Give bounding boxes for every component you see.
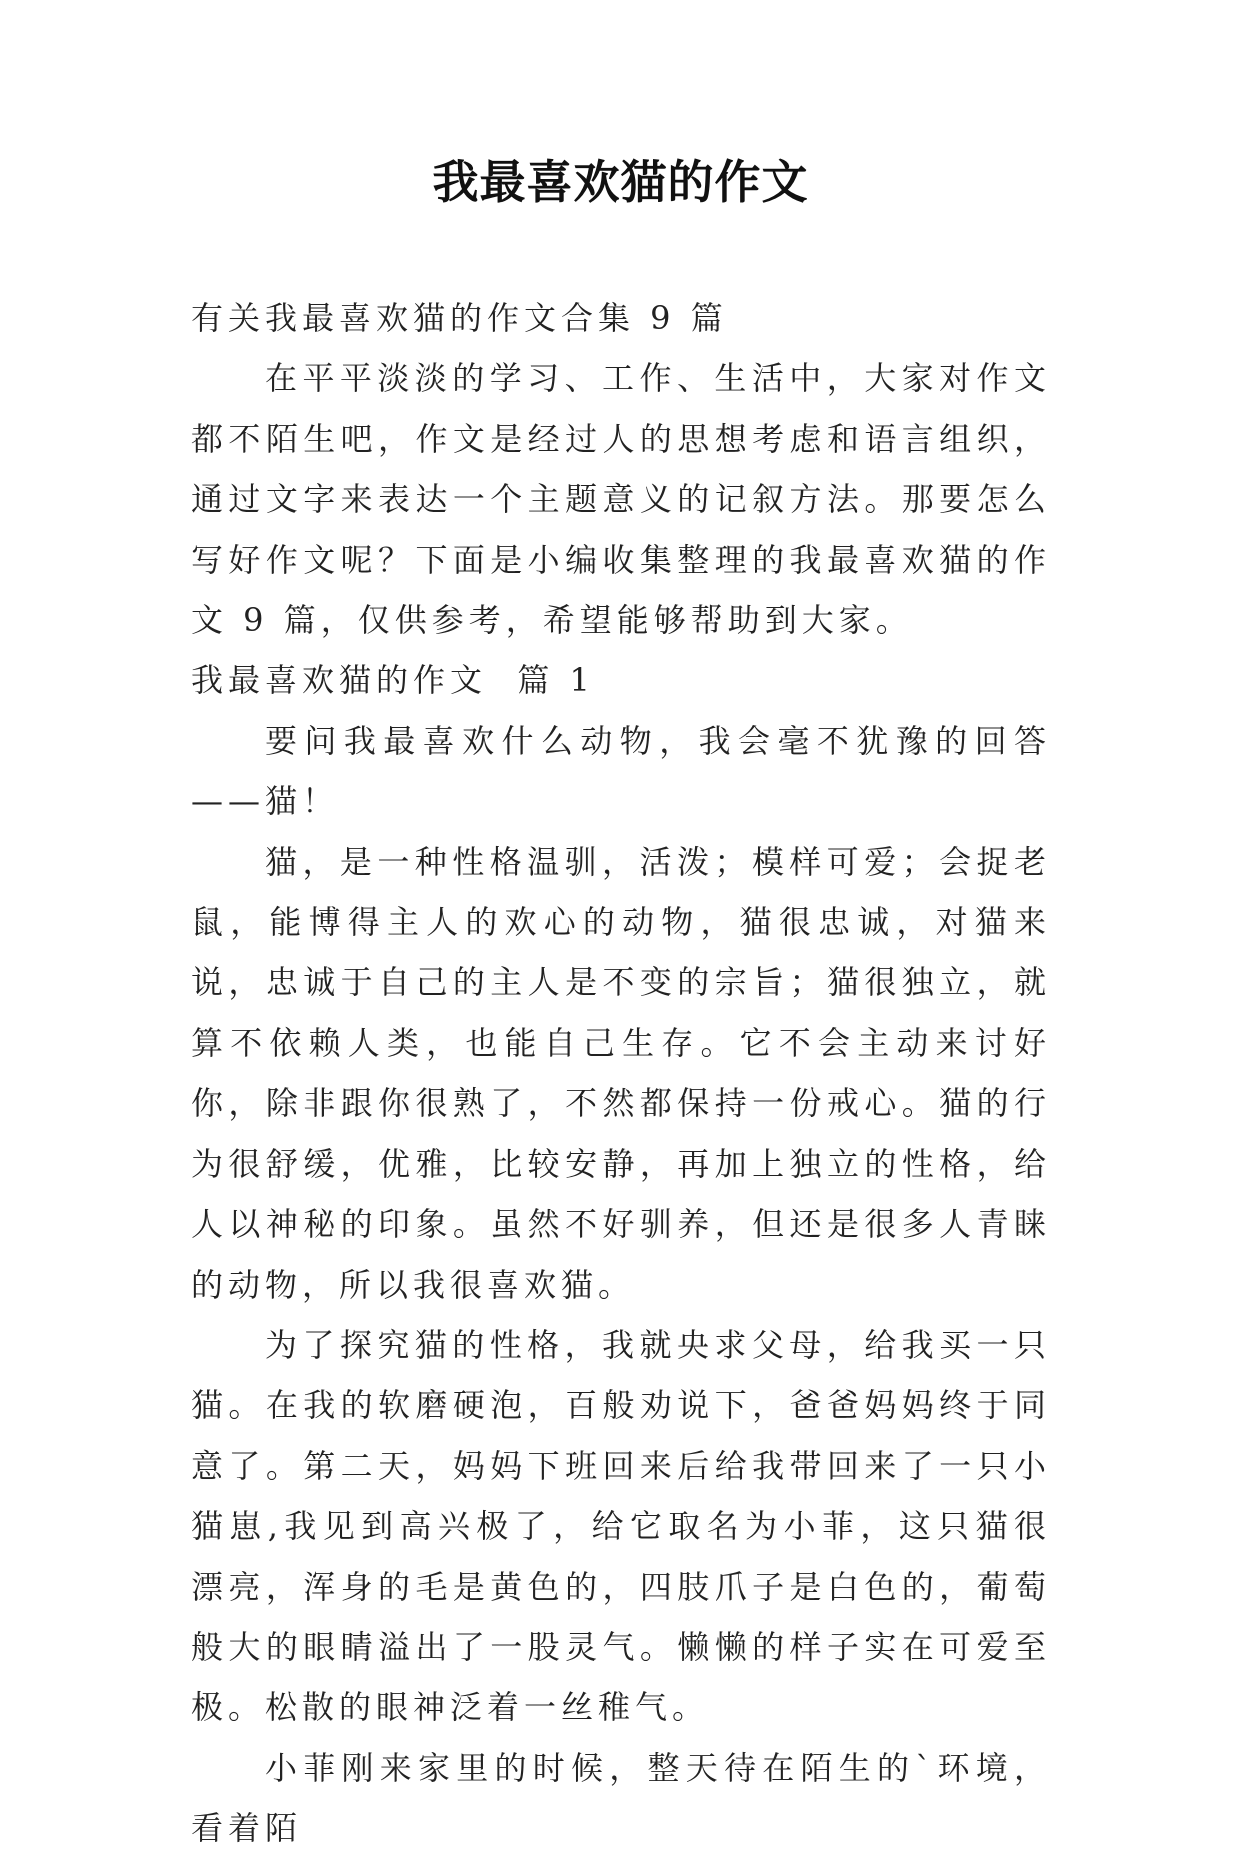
document-title: 我最喜欢猫的作文 bbox=[432, 155, 809, 209]
body-paragraph: 小菲刚来家里的时候，整天待在陌生的`环境，看着陌 bbox=[191, 1748, 1051, 1848]
body-paragraph: 猫，是一种性格温驯，活泼；模样可爱；会捉老鼠，能博得主人的欢心的动物，猫很忠诚，对猫来说，忠诚于自己的主人是不变的宗旨；猫很独立，就算不依赖人类，也能自己生存。它不会主动来讨好你，除非跟你很熟了，不然都保持一份戒心。猫的行为很舒缓，优雅，比较安静，再加上独立的性格，给人以神秘的印象。虽然不好驯养，但还是很多人青睐的动物，所以我很喜欢猫。 bbox=[191, 842, 1051, 1304]
section-heading: 我最喜欢猫的作文 篇 1 bbox=[191, 661, 595, 700]
body-paragraph: 要问我最喜欢什么动物，我会毫不犹豫的回答——猫！ bbox=[191, 721, 1051, 821]
intro-paragraph: 在平平淡淡的学习、工作、生活中，大家对作文都不陌生吧，作文是经过人的思想考虑和语言组织，通过文字来表达一个主题意义的记叙方法。那要怎么写好作文呢？下面是小编收集整理的我最喜欢猫的作文 9 篇，仅供参考，希望能够帮助到大家。 bbox=[191, 359, 1051, 640]
collection-subtitle: 有关我最喜欢猫的作文合集 9 篇 bbox=[191, 299, 728, 337]
body-paragraph: 为了探究猫的性格，我就央求父母，给我买一只猫。在我的软磨硬泡，百般劝说下，爸爸妈妈终于同意了。第二天，妈妈下班回来后给我带回来了一只小猫崽,我见到高兴极了，给它取名为小菲，这只猫很漂亮，浑身的毛是黄色的，四肢爪子是白色的，葡萄般大的眼睛溢出了一股灵气。懒懒的样子实在可爱至极。松散的眼神泛着一丝稚气。 bbox=[191, 1325, 1051, 1727]
document-body bbox=[191, 288, 1051, 1859]
